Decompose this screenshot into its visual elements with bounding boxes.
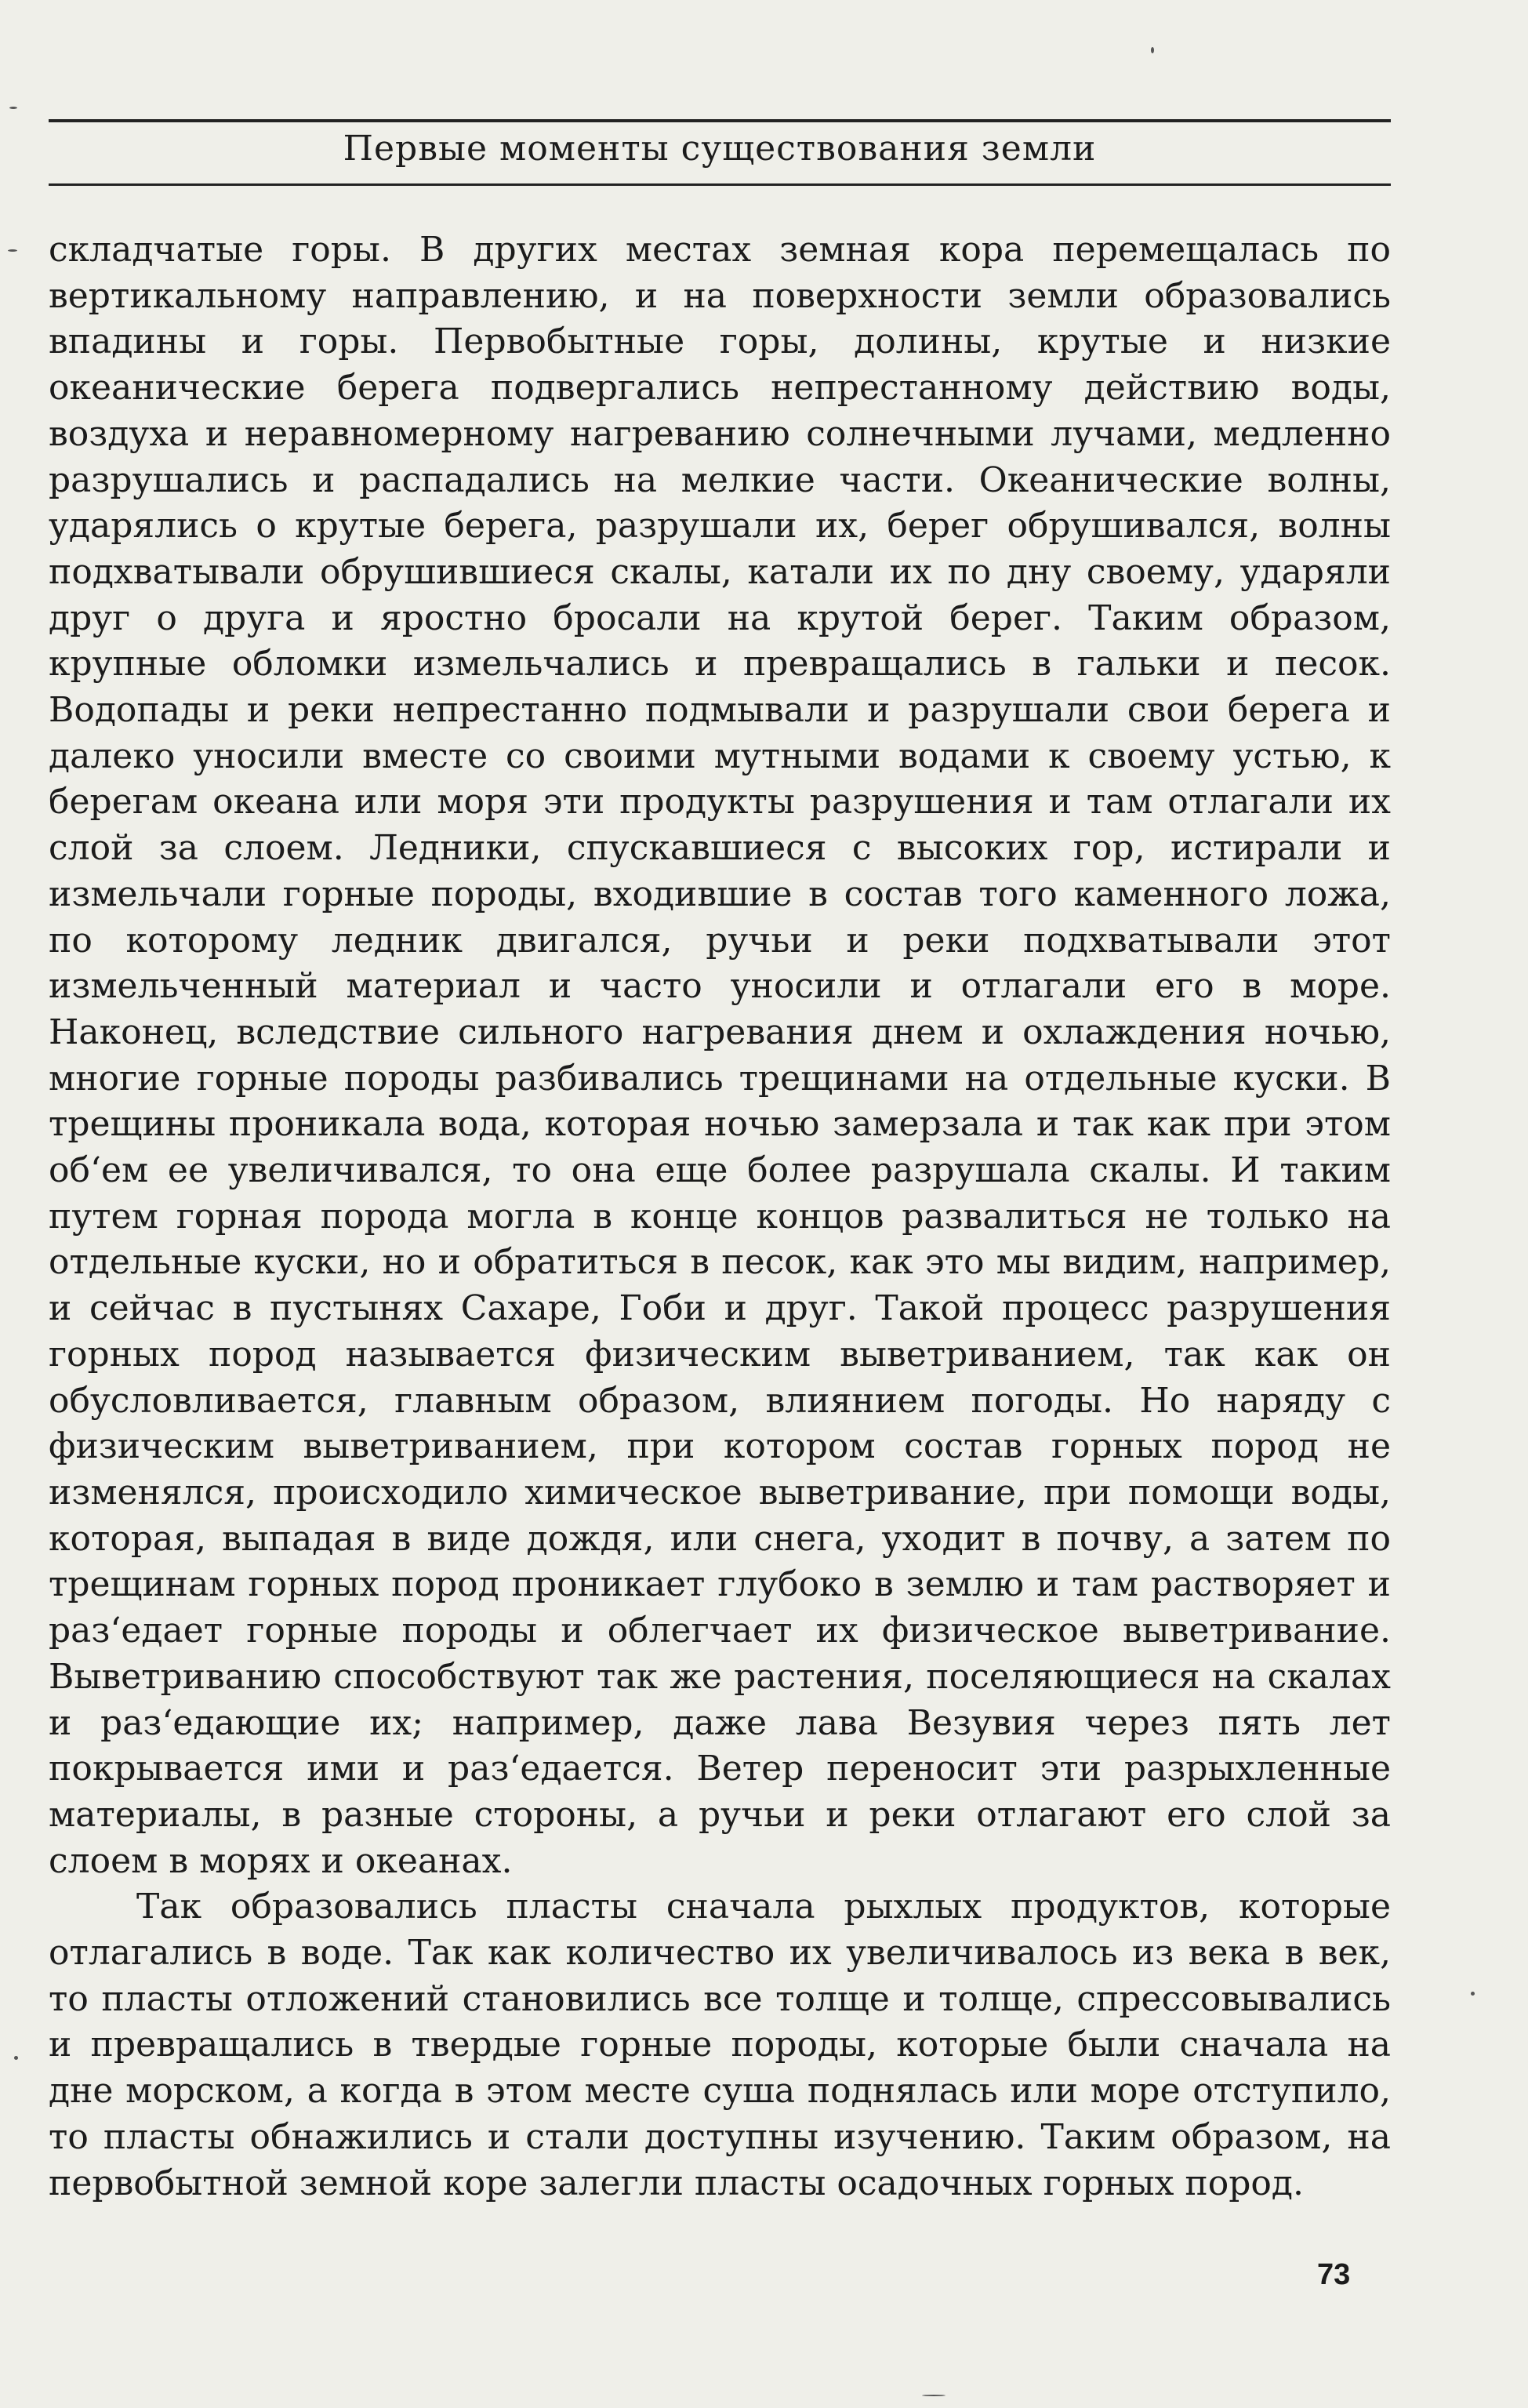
page-body [49, 227, 1391, 2206]
page-number: 73 [1317, 2258, 1351, 2291]
header-rule-top [49, 119, 1391, 122]
paragraph-2: Так образовались пласты сначала рыхлых продуктов, которые отлагались в воде. Так как количество их увеличивалось из века в век, то пласты отложений становились все толще и толще, спрессовывались и превращались в твердые горные породы, которые были сначала на дне морском, а когда в этом месте суша поднялась или море отступило, то пласты обнажились и стали доступны изучению. Таким образом, на первобытной земной коре залегли пласты осадочных горных пород. [49, 1887, 1391, 2203]
print-speck [14, 2056, 18, 2060]
print-speck [1151, 47, 1154, 53]
print-speck [922, 2395, 945, 2396]
print-speck [1471, 1992, 1475, 1996]
print-speck [8, 249, 17, 252]
paragraph-1: складчатые горы. В других местах земная кора перемещалась по вертикальному направлению, и на поверхности земли образовались впадины и горы. Первобытные горы, долины, крутые и низкие океанические берега подвергались непрестанному действию воды, воздуха и неравномерному нагреванию солнечными лучами, медленно разрушались и распадались на мелкие части. Океанические волны, ударялись о крутые берега, разрушали их, берег обрушивался, волны подхватывали обрушившиеся скалы, катали их по дну своему, ударяли друг о друга и яростно бросали на крутой берег. Таким образом, крупные обломки измельчались и превращались в гальки и песок. Водопады и реки непрестанно подмывали и разрушали свои берега и далеко уносили вместе со своими мутными водами к своему устью, к берегам океана или моря эти продукты разрушения и там отлагали их слой за слоем. Ледники, спускавшиеся с высоких гор, истирали и измельчали горные породы, входившие в состав того каменного ложа, по которому ледник двигался, ручьи и реки подхватывали этот измельченный материал и часто уносили и отлагали его в море. Наконец, вследствие сильного нагревания днем и охлаждения ночью, многие горные породы разбивались трещинами на отдельные куски. В трещины проникала вода, которая ночью замерзала и так как при этом об‘ем ее увеличивался, то она еще более разрушала скалы. И таким путем горная порода могла в конце концов развалиться не только на отдельные куски, но и обратиться в песок, как это мы видим, например, и сейчас в пустынях Сахаре, Гоби и друг. Такой процесс разрушения горных пород называется физическим выветриванием, так как он обусловливается, главным образом, влиянием погоды. Но наряду с физическим выветриванием, при котором состав горных пород не изменялся, происходило химическое выветривание, при помощи воды, которая, выпадая в виде дождя, или снега, уходит в почву, а затем по трещинам горных пород проникает глубоко в землю и там растворяет и раз‘едает горные породы и облегчает их физическое выветривание. Выветриванию способствуют так же растения, поселяющиеся на скалах и раз‘едающие их; например, даже лава Везувия через пять лет покрывается ими и раз‘едается. Ветер переносит эти разрыхленные материалы, в разные стороны, а ручьи и реки отлагают его слой за слоем в морях и океанах. [49, 230, 1391, 1881]
header-rule-bottom [49, 183, 1391, 186]
running-header: Первые моменты существования земли [343, 129, 1097, 169]
print-speck [9, 107, 17, 109]
